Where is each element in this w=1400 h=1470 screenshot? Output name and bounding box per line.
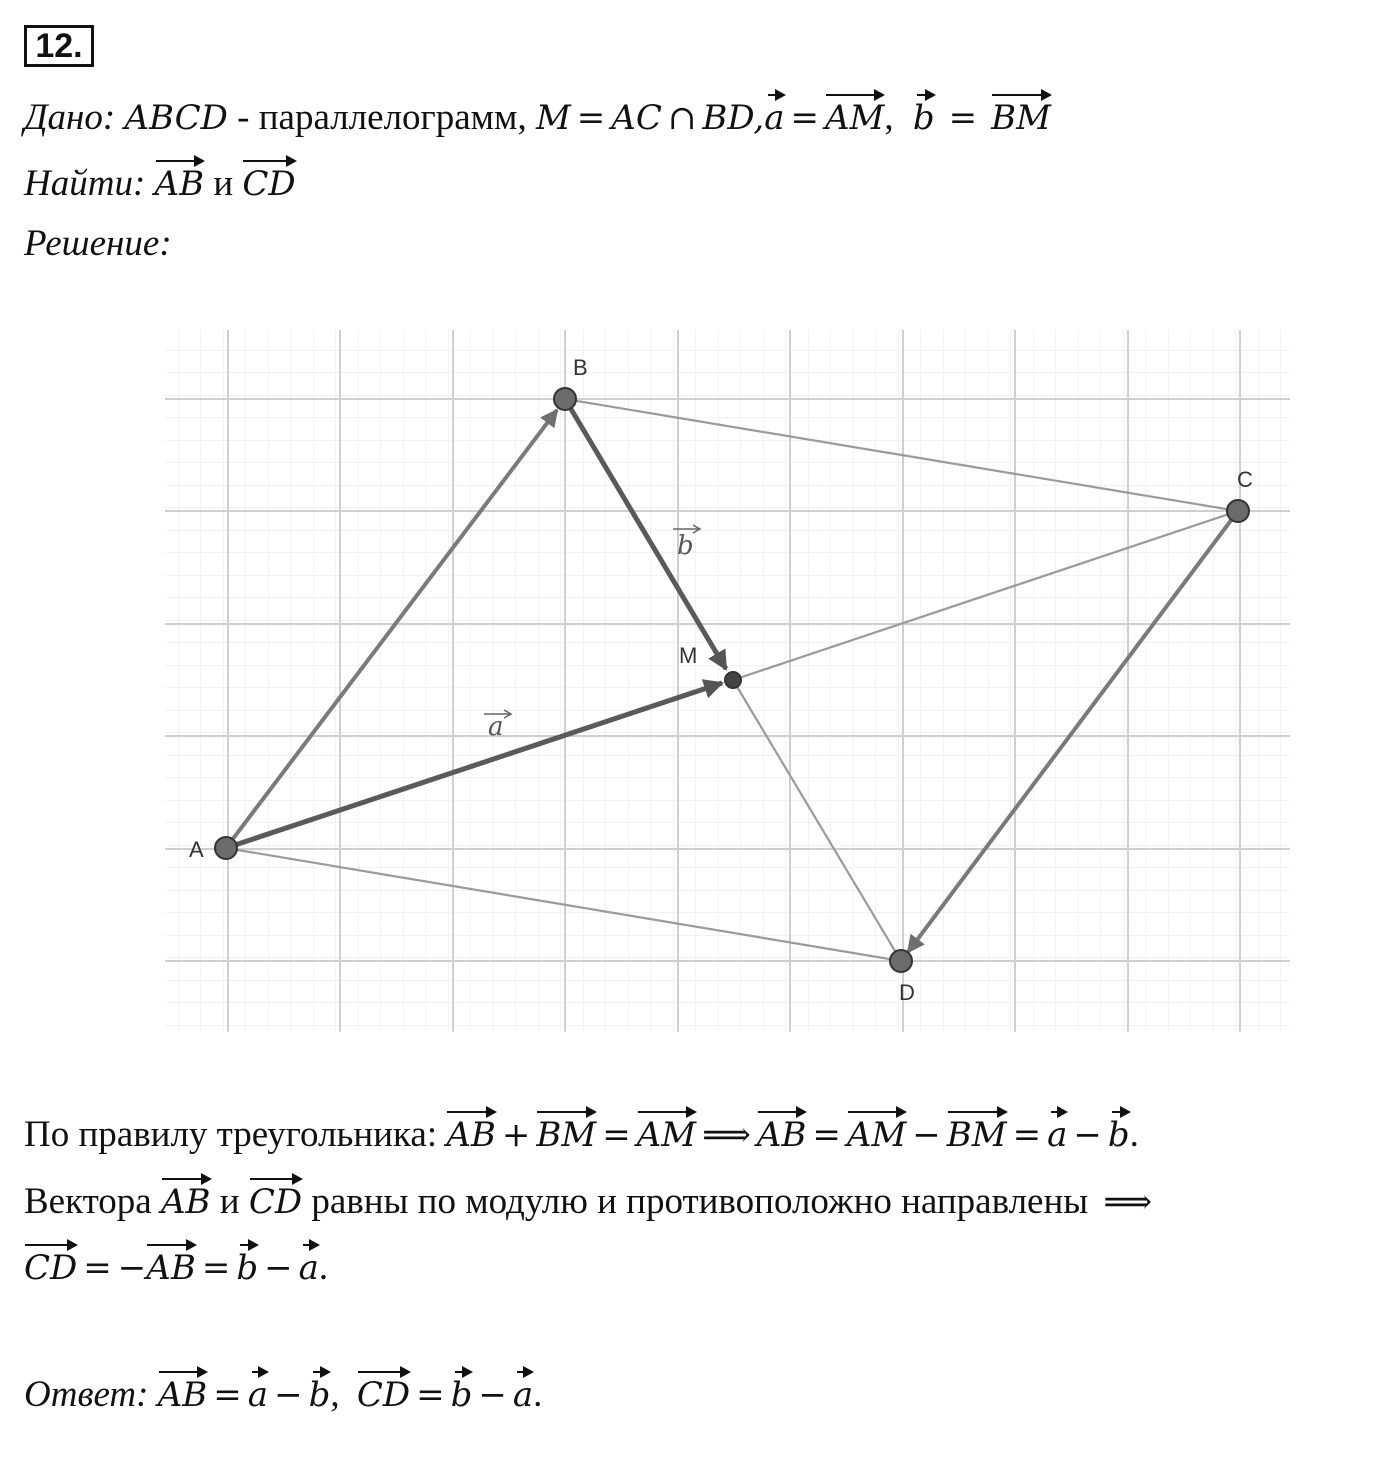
sol-vec-a-1: a xyxy=(1047,1115,1068,1155)
sol-minus-3: − xyxy=(264,1248,293,1288)
sol-vec-am-2: AM xyxy=(846,1115,907,1155)
solution-rule-text: По правилу треугольника: xyxy=(24,1114,438,1155)
label-m: M xyxy=(679,643,698,668)
given-vec-bm: BM xyxy=(991,98,1051,138)
sol-eq-4: = xyxy=(83,1248,112,1288)
sol-dot-2: . xyxy=(318,1247,329,1288)
sol-vectors-word: Вектора xyxy=(24,1181,152,1222)
label-c: C xyxy=(1237,467,1253,492)
answer-label: Ответ: xyxy=(24,1374,149,1415)
ans-eq-1: = xyxy=(213,1375,242,1415)
label-a: A xyxy=(189,837,204,862)
given-eq-2: = xyxy=(790,98,819,138)
sol-vec-ab-2: AB xyxy=(756,1115,807,1155)
parallelogram-figure xyxy=(160,330,1295,1035)
sol-dot-1: . xyxy=(1129,1114,1139,1155)
sol-vec-b-2: b xyxy=(236,1248,259,1288)
sol-vec-bm-1: BM xyxy=(536,1115,597,1155)
ans-vec-b-2: b xyxy=(450,1375,473,1415)
sol-vec-bm-2: BM xyxy=(946,1115,1007,1155)
ans-vec-cd: CD xyxy=(356,1375,411,1415)
problem-number: 12. xyxy=(24,25,94,67)
ans-minus-2: − xyxy=(478,1375,507,1415)
ans-vec-b-1: b xyxy=(308,1375,331,1415)
sol-vec-ab-3: AB xyxy=(160,1182,211,1222)
find-label: Найти: xyxy=(24,163,146,204)
ans-vec-a-1: a xyxy=(247,1375,269,1415)
given-object: ABCD xyxy=(124,98,228,138)
given-eq-1: = xyxy=(576,98,606,138)
point-b xyxy=(554,388,576,410)
given-kind: параллелограмм, xyxy=(258,97,527,138)
given-dash: - xyxy=(227,97,259,138)
ans-vec-ab: AB xyxy=(157,1375,208,1415)
point-a xyxy=(215,837,237,859)
solution-line-2 xyxy=(24,1180,1158,1224)
given-bd: BD, xyxy=(702,98,765,138)
given-vec-a: a xyxy=(764,98,785,138)
ans-minus-1: − xyxy=(274,1375,303,1415)
sol-eq-2: = xyxy=(812,1115,841,1155)
ans-dot: . xyxy=(533,1374,543,1415)
ans-vec-a-2: a xyxy=(512,1375,534,1415)
find-vec-cd: CD xyxy=(242,164,296,204)
sol-vec-b-1: b xyxy=(1107,1115,1130,1155)
given-label: Дано: xyxy=(24,97,116,138)
sol-equal-opposite-text: равны по модулю и противоположно направлены xyxy=(311,1181,1089,1222)
solution-label: Решение: xyxy=(24,223,172,264)
point-d xyxy=(890,950,912,972)
point-c xyxy=(1227,500,1249,522)
given-vec-b: b xyxy=(912,98,935,138)
given-comma: , xyxy=(884,97,894,138)
given-cap: ∩ xyxy=(667,98,697,138)
sol-minus-2: − xyxy=(1073,1115,1102,1155)
sol-plus: + xyxy=(501,1115,531,1155)
sol-minus-1: − xyxy=(912,1115,941,1155)
label-b: B xyxy=(573,355,588,380)
sol-and: и xyxy=(219,1181,240,1222)
label-vec-b: b xyxy=(677,531,694,561)
given-m: M xyxy=(535,98,571,138)
sol-vec-ab-1: AB xyxy=(446,1115,496,1155)
given-line xyxy=(24,96,1051,140)
point-m xyxy=(725,672,741,688)
sol-neg: − xyxy=(117,1248,147,1288)
sol-vec-cd-1: CD xyxy=(248,1182,303,1222)
sol-eq-5: = xyxy=(201,1248,231,1288)
ans-comma: , xyxy=(330,1374,340,1415)
answer-line xyxy=(24,1373,542,1417)
given-vec-am: AM xyxy=(825,98,885,138)
ans-eq-2: = xyxy=(416,1375,445,1415)
find-line xyxy=(24,162,296,206)
sol-implies-1: ⟹ xyxy=(702,1115,751,1155)
sol-vec-a-2: a xyxy=(298,1248,319,1288)
given-ac: AC xyxy=(611,98,662,138)
find-vec-ab: AB xyxy=(154,164,205,204)
given-eq-3: = xyxy=(948,98,978,138)
label-d: D xyxy=(899,980,915,1005)
sol-eq-3: = xyxy=(1012,1115,1042,1155)
find-and: и xyxy=(213,163,234,204)
sol-eq-1: = xyxy=(602,1115,631,1155)
label-vec-a: a xyxy=(488,712,504,742)
sol-vec-am-1: AM xyxy=(636,1115,697,1155)
sol-vec-cd-2: CD xyxy=(24,1248,78,1288)
sol-vec-ab-4: AB xyxy=(146,1248,196,1288)
sol-implies-2: ⟹ xyxy=(1103,1182,1153,1222)
solution-line-3 xyxy=(24,1246,328,1290)
solution-line-1 xyxy=(24,1113,1139,1157)
